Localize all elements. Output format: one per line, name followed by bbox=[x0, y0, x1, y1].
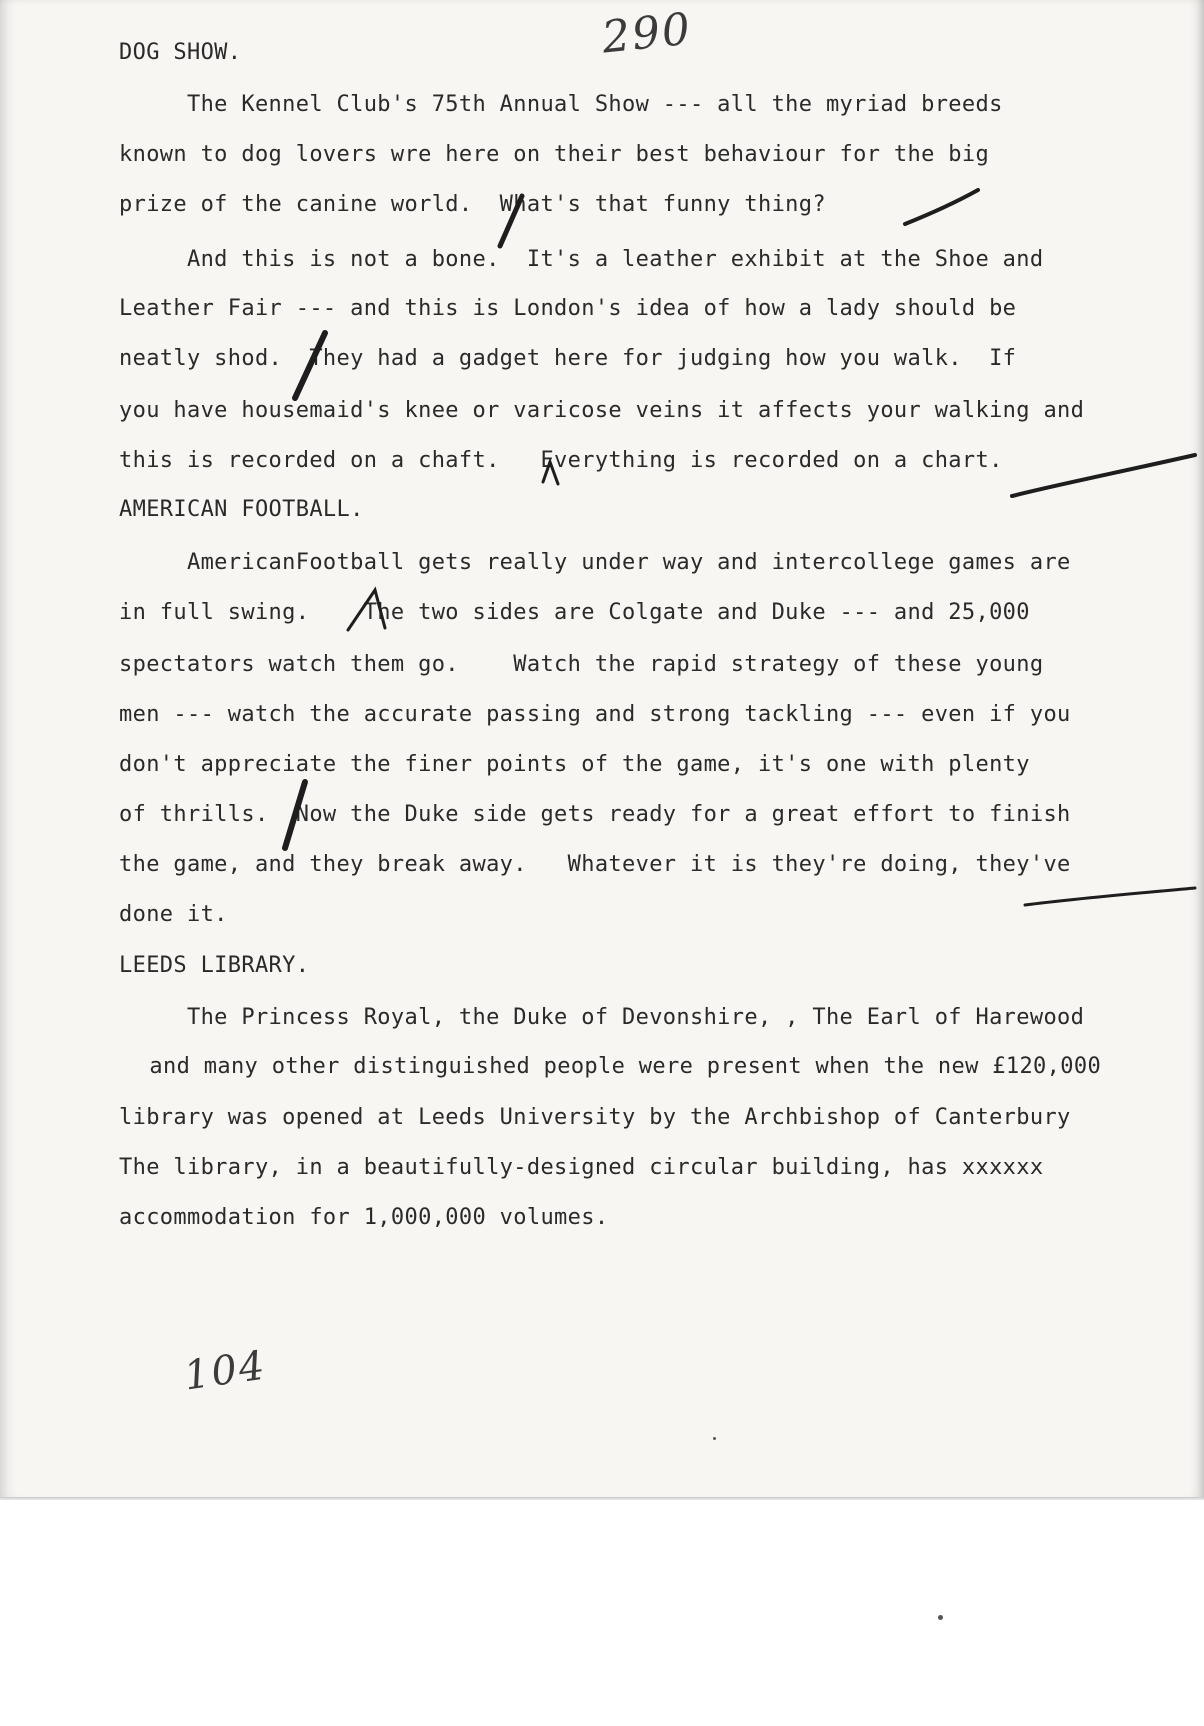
text-line: neatly shod. They had a gadget here for judging how you walk. If bbox=[119, 346, 1017, 371]
text-line: And this is not a bone. It's a leather exhibit at the Shoe and bbox=[119, 247, 1044, 272]
text-line: accommodation for 1,000,000 volumes. bbox=[119, 1205, 609, 1230]
heading-dog-show: DOG SHOW. bbox=[119, 40, 242, 65]
underline-stroke-mark bbox=[1025, 888, 1195, 905]
text-line: AmericanFootball gets really under way and intercollege games are bbox=[119, 550, 1071, 575]
text-line: in full swing. The two sides are Colgate and Duke --- and 25,000 bbox=[119, 600, 1030, 625]
text-line: known to dog lovers wre here on their best behaviour for the big bbox=[119, 142, 990, 167]
handwritten-footer-number: 104 bbox=[181, 1342, 270, 1400]
text-line: men --- watch the accurate passing and strong tackling --- even if you bbox=[119, 702, 1071, 727]
caret-mark bbox=[543, 462, 558, 484]
text-line: and many other distinguished people were present when the new £120,000 bbox=[95, 1054, 1102, 1079]
text-line: done it. bbox=[119, 902, 228, 927]
caret-mark bbox=[348, 590, 385, 630]
cut-slash-mark bbox=[500, 196, 522, 246]
text-line: library was opened at Leeds University by the Archbishop of Canterbury bbox=[119, 1105, 1071, 1130]
text-line: the game, and they break away. Whatever it is they're doing, they've bbox=[119, 852, 1071, 877]
text-line: you have housemaid's knee or varicose veins it affects your walking and bbox=[119, 398, 1085, 423]
text-line: of thrills. Now the Duke side gets ready for a great effort to finish bbox=[119, 802, 1071, 827]
heading-leeds-library: LEEDS LIBRARY. bbox=[119, 953, 310, 978]
text-line: The library, in a beautifully-designed circular building, has xxxxxx bbox=[119, 1155, 1044, 1180]
text-line: this is recorded on a chaft. Everything is recorded on a chart. bbox=[119, 448, 1003, 473]
text-line: spectators watch them go. Watch the rapid strategy of these young bbox=[119, 652, 1044, 677]
underline-stroke-mark bbox=[905, 190, 978, 224]
cut-slash-mark bbox=[295, 333, 325, 398]
heading-american-football: AMERICAN FOOTBALL. bbox=[119, 497, 364, 522]
cut-slash-mark bbox=[285, 782, 305, 848]
text-line: prize of the canine world. What's that funny thing? bbox=[119, 192, 826, 217]
text-line: The Princess Royal, the Duke of Devonshire, , The Earl of Harewood bbox=[119, 1005, 1085, 1030]
handwritten-page-number: 290 bbox=[599, 3, 695, 64]
paper-speck bbox=[938, 1615, 943, 1620]
text-line: Leather Fair --- and this is London's idea of how a lady should be bbox=[119, 296, 1017, 321]
underline-stroke-mark bbox=[1012, 455, 1195, 496]
text-line: The Kennel Club's 75th Annual Show --- all the myriad breeds bbox=[119, 92, 1003, 117]
text-line: don't appreciate the finer points of the game, it's one with plenty bbox=[119, 752, 1030, 777]
paper-speck bbox=[713, 1437, 716, 1440]
